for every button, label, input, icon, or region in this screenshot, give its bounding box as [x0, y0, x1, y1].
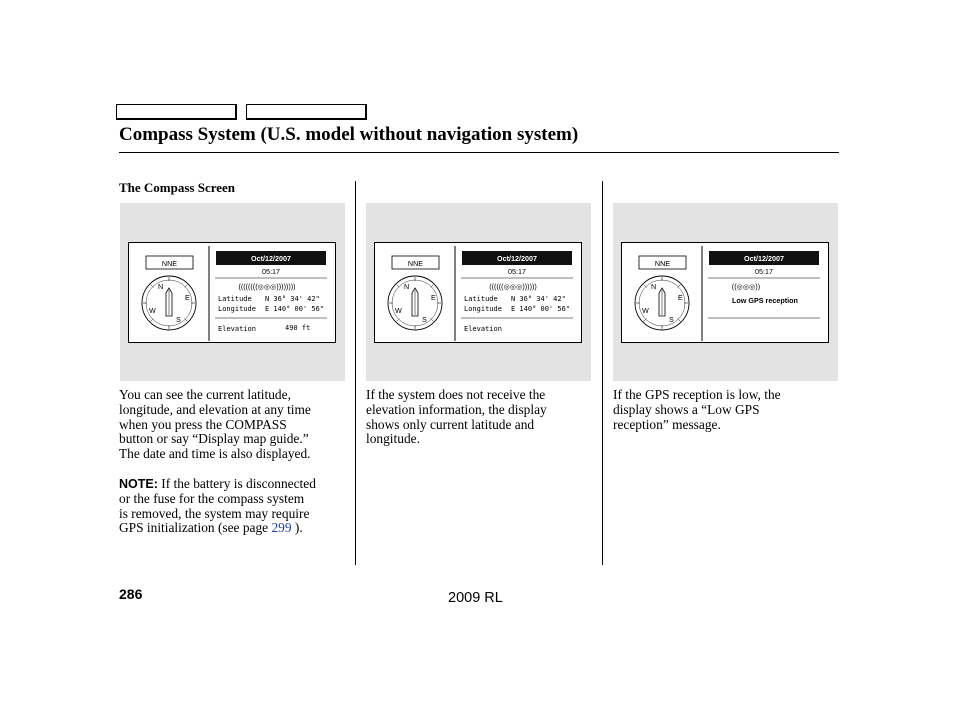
screen-panel-2: [366, 203, 591, 381]
compass-w: W: [642, 306, 649, 315]
longitude-label: Longitude: [464, 305, 502, 313]
gps-signal-icon: ((((((◎◎◎)))))): [489, 282, 537, 291]
col3-paragraph: If the GPS reception is low, the display shows a “Low GPS reception” message.: [613, 387, 781, 432]
longitude-value: E 140° 00' 56": [265, 305, 325, 313]
time-readout: 05:17: [508, 267, 526, 276]
compass-n: N: [404, 282, 410, 291]
latitude-label: Latitude: [464, 295, 498, 303]
compass-display-1: [128, 242, 336, 343]
page-title: Compass System (U.S. model without navigation system): [119, 124, 579, 145]
compass-display-2: [374, 242, 582, 343]
compass-dial-icon: [142, 276, 196, 330]
time-readout: 05:17: [755, 267, 773, 276]
compass-n: N: [158, 282, 164, 291]
column-divider-1: [355, 181, 356, 565]
date-readout: Oct/12/2007: [251, 254, 291, 263]
compass-n: N: [651, 282, 657, 291]
compass-s: S: [176, 315, 181, 324]
compass-e: E: [431, 293, 436, 302]
time-readout: 05:17: [262, 267, 280, 276]
section-heading: The Compass Screen: [119, 180, 236, 195]
latitude-value: N 36° 34' 42": [511, 295, 566, 303]
col1-note: NOTE: If the battery is disconnected or the fuse for the compass system is removed, the system may require GPS initialization (see page 299 ).: [119, 476, 316, 536]
gps-signal-icon: ((((((((◎◎◎)))))))): [238, 282, 296, 291]
heading-readout: NNE: [407, 259, 424, 268]
nav-tab-2[interactable]: [246, 104, 367, 120]
date-readout: Oct/12/2007: [497, 254, 537, 263]
note-label: NOTE:: [119, 477, 158, 491]
longitude-label: Longitude: [218, 305, 256, 313]
screen-panel-3: [613, 203, 838, 381]
page-299-link[interactable]: 299: [271, 520, 292, 536]
compass-display-3: [621, 242, 829, 343]
elevation-label: Elevation: [218, 325, 256, 333]
longitude-value: E 140° 00' 56": [511, 305, 571, 313]
elevation-value: 490 ft: [285, 324, 311, 332]
page-number: 286: [119, 586, 143, 602]
date-readout: Oct/12/2007: [744, 254, 784, 263]
col2-paragraph: If the system does not receive the elevation information, the display shows only current latitude and longitude.: [366, 387, 547, 447]
heading-readout: NNE: [654, 259, 671, 268]
nav-tab-1[interactable]: [116, 104, 237, 120]
screen-panel-1: [120, 203, 345, 381]
elevation-label: Elevation: [464, 325, 502, 333]
compass-s: S: [422, 315, 427, 324]
compass-w: W: [149, 306, 156, 315]
compass-e: E: [678, 293, 683, 302]
title-rule: [119, 152, 839, 153]
compass-w: W: [395, 306, 402, 315]
low-gps-message: Low GPS reception: [732, 296, 798, 305]
gps-signal-icon: ((◎◎◎)): [731, 282, 761, 291]
heading-readout: NNE: [161, 259, 178, 268]
compass-e: E: [185, 293, 190, 302]
model-footer: 2009 RL: [448, 590, 503, 606]
latitude-label: Latitude: [218, 295, 252, 303]
col1-paragraph: You can see the current latitude, longitude, and elevation at any time when you press the COMPASS button or say “Display map guide.” The date and time is also displayed.: [119, 387, 311, 462]
compass-dial-icon: [388, 276, 442, 330]
compass-s: S: [669, 315, 674, 324]
column-divider-2: [602, 181, 603, 565]
latitude-value: N 36° 34' 42": [265, 295, 320, 303]
compass-dial-icon: [635, 276, 689, 330]
